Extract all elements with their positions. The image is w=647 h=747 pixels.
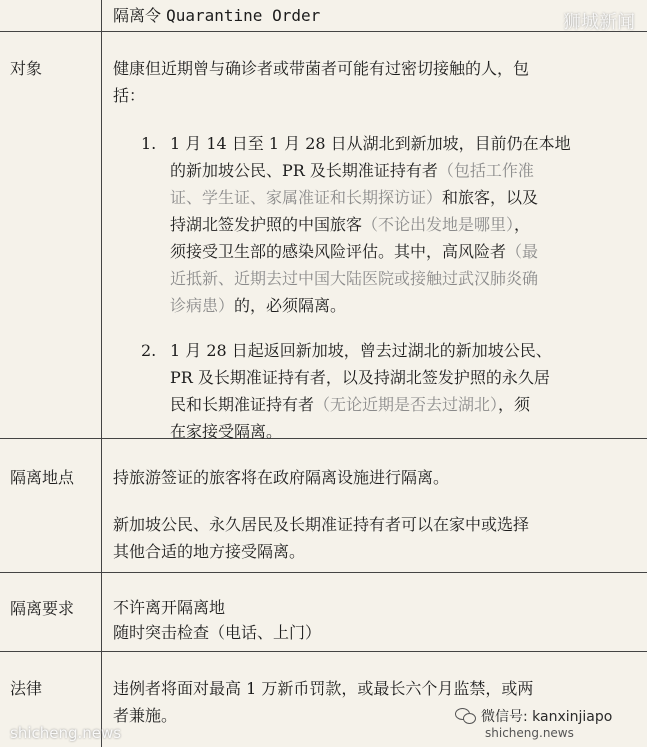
location-content	[113, 464, 633, 565]
target-item-2	[141, 337, 641, 445]
requirements-content	[113, 595, 633, 645]
title-cn: 隔离令	[113, 6, 162, 25]
row-divider	[0, 572, 647, 573]
item-line: 1 月 14 日至 1 月 28 日从湖北到新加坡，目前仍在本地	[170, 134, 571, 153]
label-law: 法律	[10, 679, 43, 698]
location-paragraph-line: 新加坡公民、永久居民及长期准证持有者可以在家中或选择	[113, 515, 530, 534]
law-line: 违例者将面对最高 1 万新币罚款，或最长六个月监禁，或两	[113, 679, 534, 698]
title-en: Quarantine Order	[166, 6, 321, 25]
target-item-1	[141, 130, 641, 319]
item-line: 诊病患）的，必须隔离。	[170, 296, 347, 315]
item-line: 持湖北签发护照的中国旅客（不论出发地是哪里），	[170, 215, 531, 234]
requirement-line: 不许离开隔离地	[113, 598, 226, 617]
column-divider	[101, 0, 102, 747]
row-divider	[0, 651, 647, 652]
watermark-top: 狮城新闻	[563, 12, 635, 33]
location-paragraph-line: 其他合适的地方接受隔离。	[113, 542, 306, 561]
target-intro-line: 健康但近期曾与确诊者或带菌者可能有过密切接触的人，包	[113, 59, 530, 78]
wechat-label: 微信号: kanxinjiapo	[481, 709, 613, 725]
list-number: 2.	[141, 341, 157, 360]
wechat-sub: shicheng.news	[485, 726, 574, 740]
target-content	[113, 55, 633, 109]
requirement-line: 随时突击检查（电话、上门）	[113, 623, 322, 642]
item-line: 的新加坡公民、PR 及长期准证持有者（包括工作准	[170, 161, 534, 180]
wechat-icon	[455, 707, 477, 725]
item-line: 在家接受隔离。	[170, 422, 283, 441]
item-line: PR 及长期准证持有者，以及持湖北签发护照的永久居	[170, 368, 550, 387]
label-location: 隔离地点	[10, 468, 75, 487]
law-line: 者兼施。	[113, 706, 178, 725]
wechat-watermark	[455, 706, 612, 740]
watermark-bottom-left: shicheng.news	[10, 724, 122, 742]
item-line: 证、学生证、家属准证和长期探访证）和旅客，以及	[170, 188, 539, 207]
table-title	[113, 3, 320, 29]
label-requirements: 隔离要求	[10, 599, 75, 618]
label-target: 对象	[10, 59, 43, 78]
row-divider	[0, 31, 647, 32]
item-line: 近抵新、近期去过中国大陆医院或接触过武汉肺炎确	[170, 269, 539, 288]
location-paragraph: 持旅游签证的旅客将在政府隔离设施进行隔离。	[113, 468, 450, 487]
target-intro-line: 括：	[113, 86, 146, 105]
item-line: 民和长期准证持有者（无论近期是否去过湖北），须	[170, 395, 531, 414]
list-number: 1.	[141, 134, 157, 153]
item-line: 1 月 28 日起返回新加坡，曾去过湖北的新加坡公民、	[170, 341, 552, 360]
item-line: 须接受卫生部的感染风险评估。其中，高风险者（最	[170, 242, 539, 261]
